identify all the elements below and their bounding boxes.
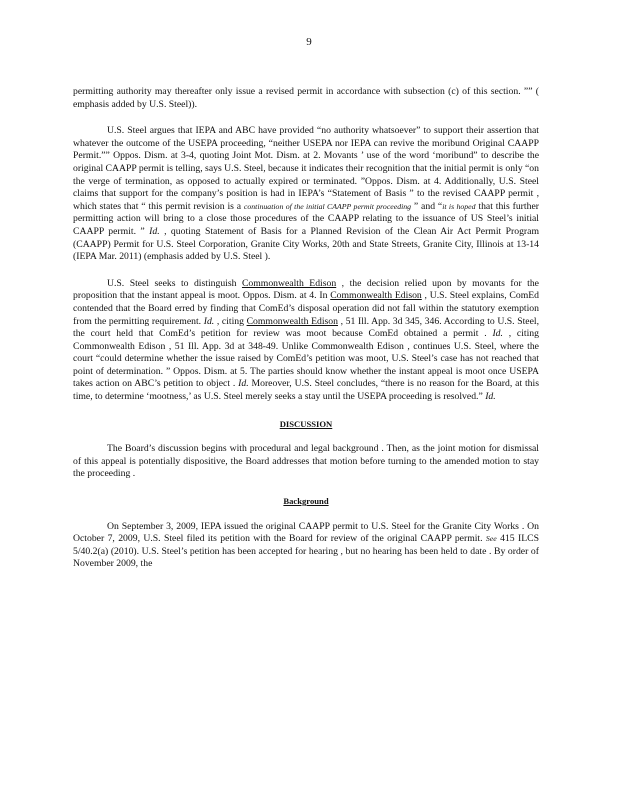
document-body bbox=[73, 86, 539, 585]
citation-id: Id. bbox=[492, 328, 503, 340]
text-run: , citing bbox=[214, 315, 247, 327]
section-heading-background: Background bbox=[283, 496, 329, 507]
case-name: Commonwealth Edison bbox=[330, 290, 422, 302]
paragraph-us-steel-argues bbox=[73, 125, 539, 264]
citation-id: Id. bbox=[485, 391, 496, 403]
italic-quote: it is hoped bbox=[442, 201, 476, 211]
text-run: , 51 Ill. App. 3d 345, 346. According to U.S. Steel, the court held that ComEd’s petition for review was moot because ComEd obtained a permit . bbox=[73, 315, 540, 340]
case-name: Commonwealth Edison bbox=[246, 315, 338, 327]
text-run: 415 ILCS 5/40.2(a) (2010). U.S. Steel’s petition has been accepted for hearing , but no hearing has been held to date . By order of November 2009, the bbox=[73, 533, 539, 570]
citation-id: Id. bbox=[149, 225, 160, 237]
paragraph-discussion-intro bbox=[73, 443, 539, 481]
text-run: U.S. Steel argues that IEPA and ABC have provided “no authority whatsoever” to support their assertion that whatever the outcome of the USEPA proceeding, “neither USEPA nor IEPA can revive the moribund Original CAAPP Permit.”” Oppos. Dism. at 3-4, quoting Joint Mot. Dism. at 2. Movants ’ use of the word ‘moribund” to describe the original CAAPP permit is telling, says U.S. Steel, because it indicates their recognition that the initial permit is only “on the verge of termination, as opposed to actually expired or terminated. ”Oppos. Dism. at 4. Additionally, U.S. Steel claims that support for the company’s position is had in IEPA’s “Statement of Basis ” to the revised CAAPP permit , which states that “ this permit revision is a bbox=[73, 125, 539, 212]
text-run: , quoting Statement of Basis for a Planned Revision of the Clean Air Act Permit Program (CAAPP) Permit for U.S. Steel Corporation, Granite City Works, 20th and State Streets, Granite City, Illinois at 13-14 (IEPA Mar. 2011) (emphasis added by U.S. Steel ). bbox=[73, 225, 539, 263]
text-run: U.S. Steel seeks to distinguish bbox=[107, 277, 242, 289]
section-heading-discussion: DISCUSSION bbox=[279, 418, 333, 429]
case-name: Commonwealth Edison bbox=[241, 277, 337, 289]
italic-quote: continuation of the initial CAAPP permit proceeding bbox=[243, 201, 412, 211]
text-run: , the decision relied upon by movants for the proposition that the instant appeal is moot. Oppos. Dism. at 4. In bbox=[73, 277, 539, 302]
text-run: On September 3, 2009, IEPA issued the original CAAPP permit to U.S. Steel for the Granite City Works . On October 7, 2009, U.S. Steel filed its petition with the Board for review of the original CAAPP permit. bbox=[73, 520, 539, 545]
paragraph-quote-continuation bbox=[73, 86, 539, 111]
paragraph-text: The Board’s discussion begins with procedural and legal background . Then, as the joint motion for dismissal of this appeal is potentially dispositive, the Board addresses that motion before turning to the amended motion to stay the proceeding . bbox=[73, 443, 539, 480]
citation-id: Id. bbox=[203, 315, 215, 327]
paragraph-text: permitting authority may thereafter only issue a revised permit in accordance with subsection (c) of this section. ”” ( emphasis added by U.S. Steel)). bbox=[73, 86, 539, 110]
text-run: , citing Commonwealth Edison , 51 Ill. App. 3d at 348-49. Unlike Commonwealth Edison , continues U.S. Steel, where the court “could determine whether the issue raised by ComEd’s petition was moot, U.S. Steel’s case has not reached that point of determination. ” Oppos. Dism. at 5. The parties should know whether the instant appeal is moot once USEPA takes action on ABC’s petition to object . bbox=[73, 328, 539, 390]
paragraph-distinguish-comed bbox=[73, 278, 539, 404]
citation-id: Id. bbox=[238, 378, 249, 390]
text-run: ” and “ bbox=[411, 200, 443, 212]
text-run: that this further permitting action will bring to a close those procedures of the CAAPP relating to the issuance of US Steel’s initial CAAPP permit. ” bbox=[73, 200, 539, 237]
citation-signal: See bbox=[485, 534, 497, 544]
paragraph-background bbox=[73, 521, 539, 571]
text-run: , U.S. Steel explains, ComEd contended that the Board erred by finding that ComEd’s disposal operation did not fall within the statutory exemption from the permitting requirement. bbox=[73, 290, 539, 327]
text-run: Moreover, U.S. Steel concludes, “there is no reason for the Board, at this time, to determine ‘mootness,’ as U.S. Steel merely seeks a stay until the USEPA proceeding is resolved.” bbox=[73, 378, 539, 403]
page-number: 9 bbox=[306, 36, 312, 48]
